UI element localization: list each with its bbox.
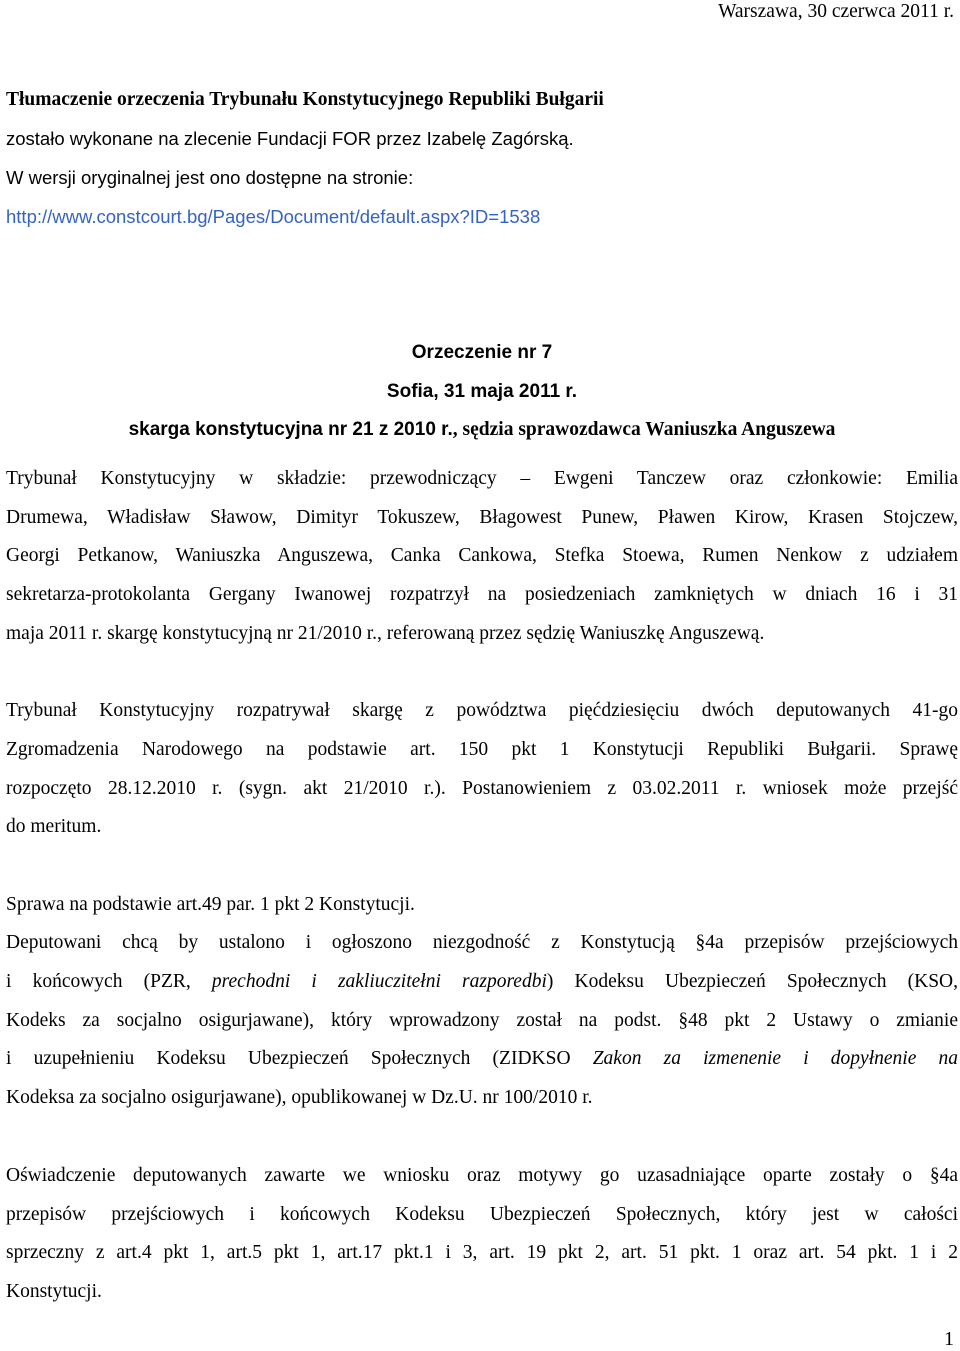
text-span: i końcowych (PZR,: [6, 971, 212, 992]
paragraph-line: Oświadczenie deputowanych zawarte we wniosku oraz motywy go uzasadniające oparte zostały o §4a: [6, 1165, 958, 1186]
paragraph-line: rozpoczęto 28.12.2010 r. (sygn. akt 21/2010 r.). Postanowieniem z 03.02.2011 r. wniosek może przejść: [6, 778, 958, 799]
case-label: skarga konstytucyjna nr 21 z 2010 r.: [128, 419, 453, 440]
paragraph-line: Georgi Petkanow, Waniuszka Anguszewa, Canka Cankowa, Stefka Stoewa, Rumen Nenkow z udziałem: [6, 545, 958, 566]
italic-text: Zakon za izmenenie i dopyłnenie na: [592, 1048, 959, 1069]
paragraph-line: Deputowani chcą by ustalono i ogłoszono niezgodność z Konstytucją §4a przepisów przejściowych: [6, 932, 958, 953]
translation-source-line: W wersji oryginalnej jest ono dostępne na stronie:: [6, 167, 414, 188]
ruling-place-date: Sofia, 31 maja 2011 r.: [386, 381, 578, 402]
paragraph-legal-basis: Sprawa na podstawie art.49 par. 1 pkt 2 Konstytucji.: [6, 894, 415, 915]
paragraph-line: maja 2011 r. skargę konstytucyjną nr 21/2010 r., referowaną przez sędzię Waniuszkę Anguszewą.: [6, 623, 765, 644]
paragraph-line: Trybunał Konstytucyjny rozpatrywał skargę z powództwa pięćdziesięciu dwóch deputowanych 41-go: [6, 700, 958, 721]
italic-text: prechodni i zakliuczitełni razporedbi: [211, 971, 547, 992]
paragraph-line: sekretarza-protokolanta Gergany Iwanowej rozpatrzył na posiedzeniach zamkniętych w dniach 16 i 31: [6, 584, 958, 605]
paragraph-line: Drumewa, Władisław Sławow, Dimityr Tokuszew, Błagowest Punew, Pławen Kirow, Krasen Stojczew,: [6, 507, 958, 528]
ruling-number: Orzeczenie nr 7: [411, 342, 553, 363]
ruling-case-line: [6, 418, 958, 442]
text-span: i uzupełnieniu Kodeksu Ubezpieczeń Społecznych (ZIDKSO: [6, 1048, 593, 1069]
paragraph-line: przepisów przejściowych i końcowych Kodeksu Ubezpieczeń Społecznych, który jest w całości: [6, 1204, 958, 1225]
page-number: 1: [944, 1328, 954, 1350]
paragraph-line: Kodeks za socjalno osigurjawane), który wprowadzony został na podst. §48 pkt 2 Ustawy o zmianie: [6, 1010, 958, 1031]
document-date: Warszawa, 30 czerwca 2011 r.: [718, 1, 954, 22]
paragraph-line: Zgromadzenia Narodowego na podstawie art. 150 pkt 1 Konstytucji Republiki Bułgarii. Sprawę: [6, 739, 958, 760]
paragraph-line: [6, 1047, 958, 1071]
paragraph-line: Trybunał Konstytucyjny w składzie: przewodniczący – Ewgeni Tanczew oraz członkowie: Emilia: [6, 468, 958, 489]
translation-author-line: zostało wykonane na zlecenie Fundacji FOR przez Izabelę Zagórską.: [6, 128, 574, 149]
paragraph-line: do meritum.: [6, 816, 102, 837]
text-span: ) Kodeksu Ubezpieczeń Społecznych (KSO,: [546, 971, 959, 992]
translation-title: Tłumaczenie orzeczenia Trybunału Konstytucyjnego Republiki Bułgarii: [6, 89, 604, 110]
paragraph-line: sprzeczny z art.4 pkt 1, art.5 pkt 1, art.17 pkt.1 i 3, art. 19 pkt 2, art. 51 pkt. 1 oraz art. 54 pkt. 1 i 2: [6, 1242, 958, 1263]
paragraph-line: Kodeksa za socjalno osigurjawane), opublikowanej w Dz.U. nr 100/2010 r.: [6, 1087, 593, 1108]
paragraph-line: Konstytucji.: [6, 1281, 102, 1302]
source-link[interactable]: http://www.constcourt.bg/Pages/Document/default.aspx?ID=1538: [6, 206, 541, 227]
rapporteur-label: , sędzia sprawozdawca Waniuszka Anguszewa: [452, 419, 836, 440]
paragraph-line: [6, 970, 958, 994]
